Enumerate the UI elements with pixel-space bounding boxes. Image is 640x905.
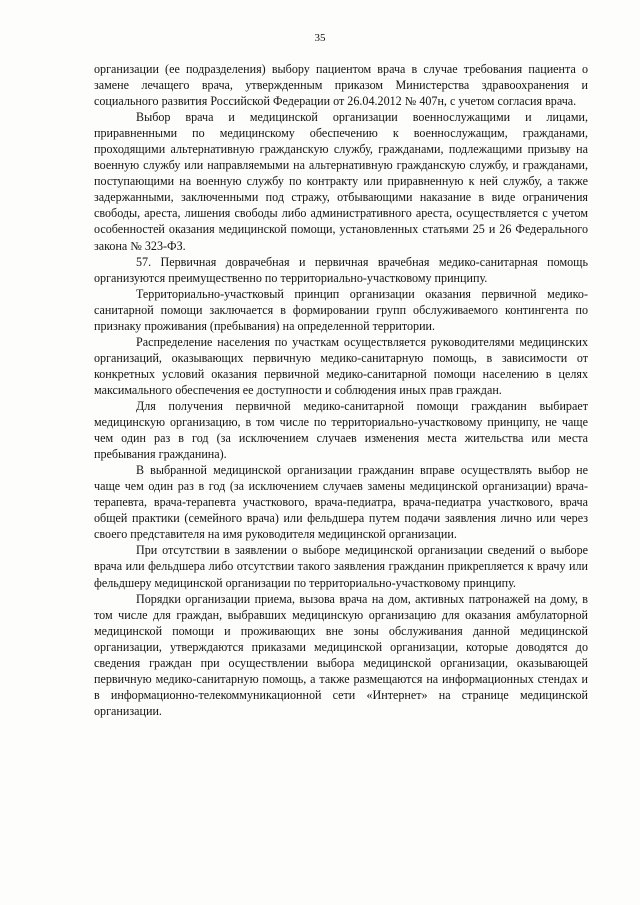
document-body bbox=[94, 61, 588, 719]
paragraph-territorial-principle: Территориально-участковый принцип организации оказания первичной медико-санитарной помощи заключается в формировании групп обслуживаемого контингента по признаку проживания (пребывания) на определенной территории. bbox=[94, 286, 588, 333]
paragraph-continuation: организации (ее подразделения) выбору пациентом врача в случае требования пациента о замене лечащего врача, утвержденным приказом Министерства здравоохранения и социального развития Российской Федерации от 26.04.2012 № 407н, с учетом согласия врача. bbox=[94, 62, 588, 109]
paragraph-57: 57. Первичная доврачебная и первичная врачебная медико-санитарная помощь организуются преимущественно по территориально-участковому принципу. bbox=[94, 254, 588, 285]
paragraph-reception-procedures: Порядки организации приема, вызова врача на дом, активных патронажей на дому, в том числе для граждан, выбравших медицинскую организацию для оказания амбулаторной медицинской помощи и проживающих вне зоны обслуживания данной медицинской организации, утверждаются приказами медицинской организации, которые доводятся до сведения граждан при осуществлении выбора медицинской организации, оказывающей первичную медико-санитарную помощь, а также размещаются на информационных стендах и в информационно-телекоммуникационной сети «Интернет» на странице медицинской организации. bbox=[94, 591, 588, 718]
paragraph-military-choice: Выбор врача и медицинской организации военнослужащими и лицами, приравненными по медицинскому обеспечению к военнослужащим, гражданами, проходящими альтернативную гражданскую службу, гражданами, подлежащими призыву на военную службу или направляемыми на альтернативную гражданскую службу, и гражданами, поступающими на военную службу по контракту или приравненную к ней службу, а также задержанными, заключенными под стражу, отбывающими наказание в виде ограничения свободы, ареста, лишения свободы либо административного ареста, осуществляется с учетом особенностей оказания медицинской помощи, установленных статьями 25 и 26 Федерального закона № 323-ФЗ. bbox=[94, 110, 588, 253]
paragraph-no-application: При отсутствии в заявлении о выборе медицинской организации сведений о выборе врача или фельдшера либо отсутствии такого заявления гражданин прикрепляется к врачу или фельдшеру медицинской организации по территориально-участковому принципу. bbox=[94, 543, 588, 590]
paragraph-organization-choice: Для получения первичной медико-санитарной помощи гражданин выбирает медицинскую организацию, в том числе по территориально-участковому принципу, не чаще чем один раз в год (за исключением случаев изменения места жительства или места пребывания гражданина). bbox=[94, 398, 588, 462]
paragraph-population-distribution: Распределение населения по участкам осуществляется руководителями медицинских организаций, оказывающих первичную медико-санитарную помощь, в зависимости от конкретных условий оказания первичной медико-санитарной помощи населению в целях максимального обеспечения ее доступности и соблюдения иных прав граждан. bbox=[94, 334, 588, 397]
page-number: 35 bbox=[314, 32, 326, 44]
paragraph-doctor-choice: В выбранной медицинской организации гражданин вправе осуществлять выбор не чаще чем один раз в год (за исключением случаев замены медицинской организации) врача-терапевта, врача-терапевта участкового, врача-педиатра, врача-педиатра участкового, врача общей практики (семейного врача) или фельдшера путем подачи заявления лично или через своего представителя на имя руководителя медицинской организации. bbox=[94, 463, 588, 542]
